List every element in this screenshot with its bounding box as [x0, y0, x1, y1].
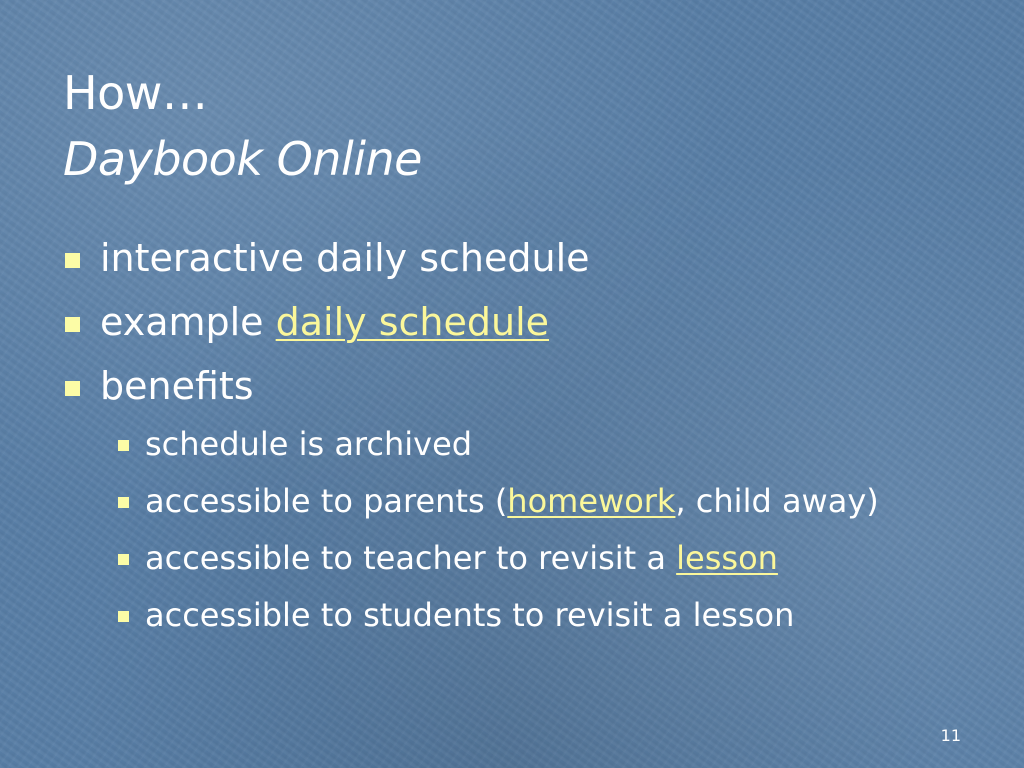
daily-schedule-link[interactable]: daily schedule — [275, 300, 550, 344]
sub-bullet-text: accessible to teacher to revisit a — [145, 539, 677, 577]
page-number: 11 — [940, 726, 961, 745]
lesson-link[interactable]: lesson — [676, 539, 778, 577]
homework-link[interactable]: homework — [507, 482, 676, 520]
sub-bullet-item — [118, 536, 879, 593]
sub-bullet-text: accessible to students to revisit a lesson — [145, 596, 795, 634]
square-bullet-icon — [118, 554, 129, 565]
sub-bullet-text: schedule is archived — [145, 425, 473, 463]
square-bullet-icon — [118, 611, 129, 622]
title-line-2: Daybook Online — [63, 132, 422, 186]
square-bullet-icon — [118, 497, 129, 508]
bullet-text: interactive daily schedule — [100, 236, 590, 280]
bullet-item — [63, 358, 879, 422]
bullet-item — [63, 230, 879, 294]
title-line-1: How… — [63, 66, 208, 120]
sub-bullet-item — [118, 422, 879, 479]
bullet-list — [63, 230, 879, 650]
bullet-text: benefits — [100, 364, 254, 408]
sub-bullet-item — [118, 479, 879, 536]
slide-title — [63, 60, 422, 192]
bullet-text: example — [100, 300, 276, 344]
square-bullet-icon — [65, 381, 80, 396]
bullet-item — [63, 294, 879, 358]
sub-bullet-text-suffix: , child away) — [675, 482, 879, 520]
square-bullet-icon — [65, 317, 80, 332]
sub-bullet-text: accessible to parents ( — [145, 482, 508, 520]
square-bullet-icon — [118, 440, 129, 451]
square-bullet-icon — [65, 253, 80, 268]
sub-bullet-item — [118, 593, 879, 650]
